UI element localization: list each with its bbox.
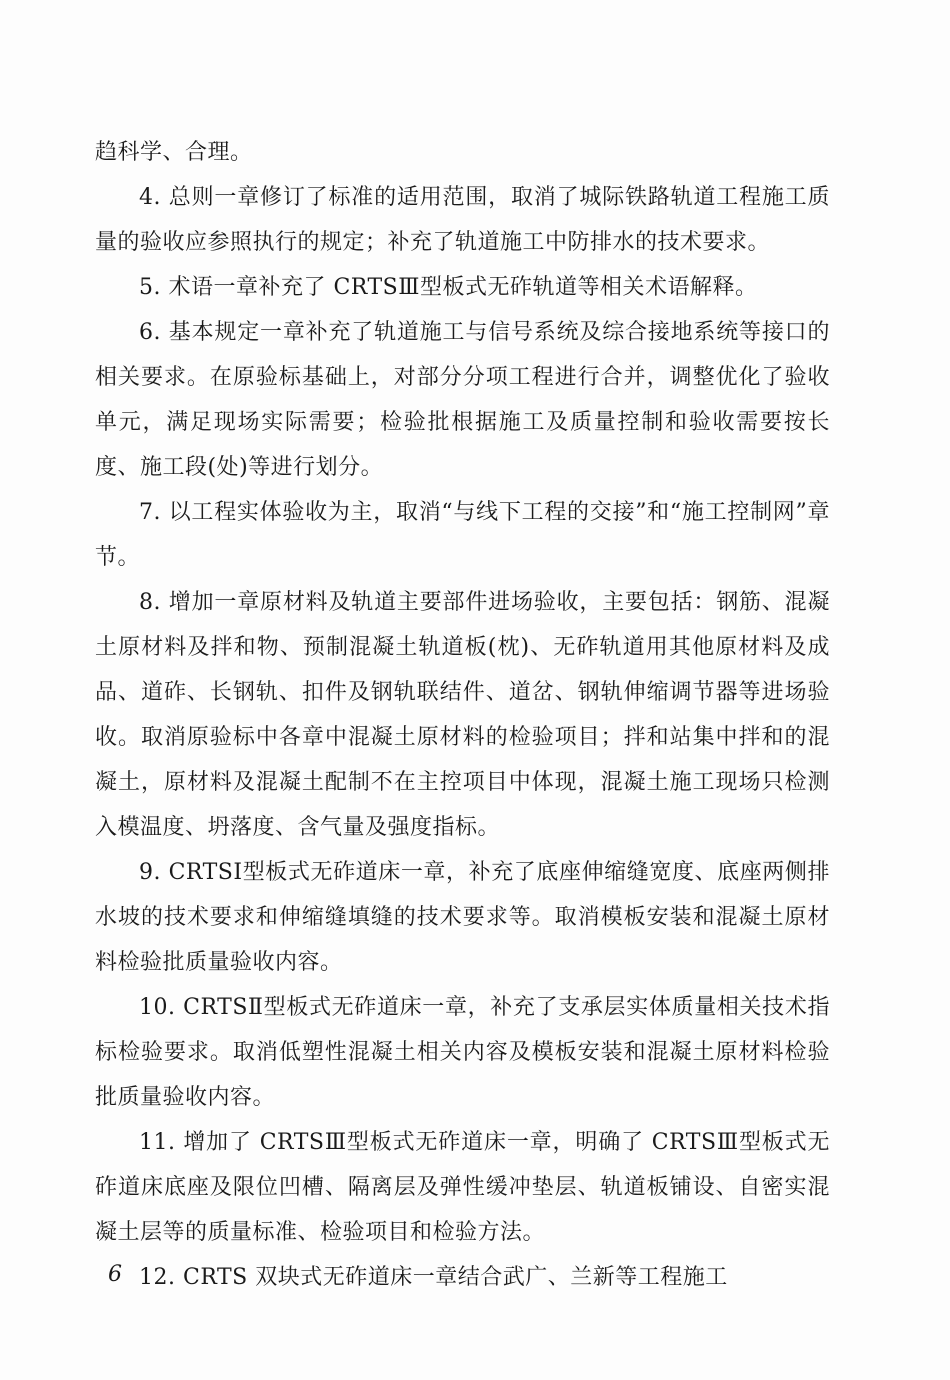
paragraph-item-7: 7. 以工程实体验收为主，取消“与线下工程的交接”和“施工控制网”章节。 [95,500,830,570]
paragraph-item-4: 4. 总则一章修订了标准的适用范围，取消了城际铁路轨道工程施工质量的验收应参照执行的规定；补充了轨道施工中防排水的技术要求。 [95,185,830,255]
paragraph-continued: 趋科学、合理。 [95,140,253,165]
body-text [95,130,830,1300]
paragraph-item-8: 8. 增加一章原材料及轨道主要部件进场验收，主要包括：钢筋、混凝土原材料及拌和物、预制混凝土轨道板(枕)、无砟轨道用其他原材料及成品、道砟、长钢轨、扣件及钢轨联结件、道岔、钢轨伸缩调节器等进场验收。取消原验标中各章中混凝土原材料的检验项目；拌和站集中拌和的混凝土，原材料及混凝土配制不在主控项目中体现，混凝土施工现场只检测入模温度、坍落度、含气量及强度指标。 [95,590,830,840]
paragraph-item-6: 6. 基本规定一章补充了轨道施工与信号系统及综合接地系统等接口的相关要求。在原验标基础上，对部分分项工程进行合并，调整优化了验收单元，满足现场实际需要；检验批根据施工及质量控制和验收需要按长度、施工段(处)等进行划分。 [95,320,830,480]
paragraph-item-10: 10. CRTSⅡ型板式无砟道床一章，补充了支承层实体质量相关技术指标检验要求。取消低塑性混凝土相关内容及模板安装和混凝土原材料检验批质量验收内容。 [95,995,830,1110]
page-number: 6 [108,1262,122,1287]
paragraph-item-5: 5. 术语一章补充了 CRTSⅢ型板式无砟轨道等相关术语解释。 [139,275,758,300]
paragraph-item-9: 9. CRTSⅠ型板式无砟道床一章，补充了底座伸缩缝宽度、底座两侧排水坡的技术要求和伸缩缝填缝的技术要求等。取消模板安装和混凝土原材料检验批质量验收内容。 [95,860,830,975]
paragraph-item-12: 12. CRTS 双块式无砟道床一章结合武广、兰新等工程施工 [139,1265,728,1290]
paragraph-item-11: 11. 增加了 CRTSⅢ型板式无砟道床一章，明确了 CRTSⅢ型板式无砟道床底座及限位凹槽、隔离层及弹性缓冲垫层、轨道板铺设、自密实混凝土层等的质量标准、检验项目和检验方法。 [95,1130,830,1245]
